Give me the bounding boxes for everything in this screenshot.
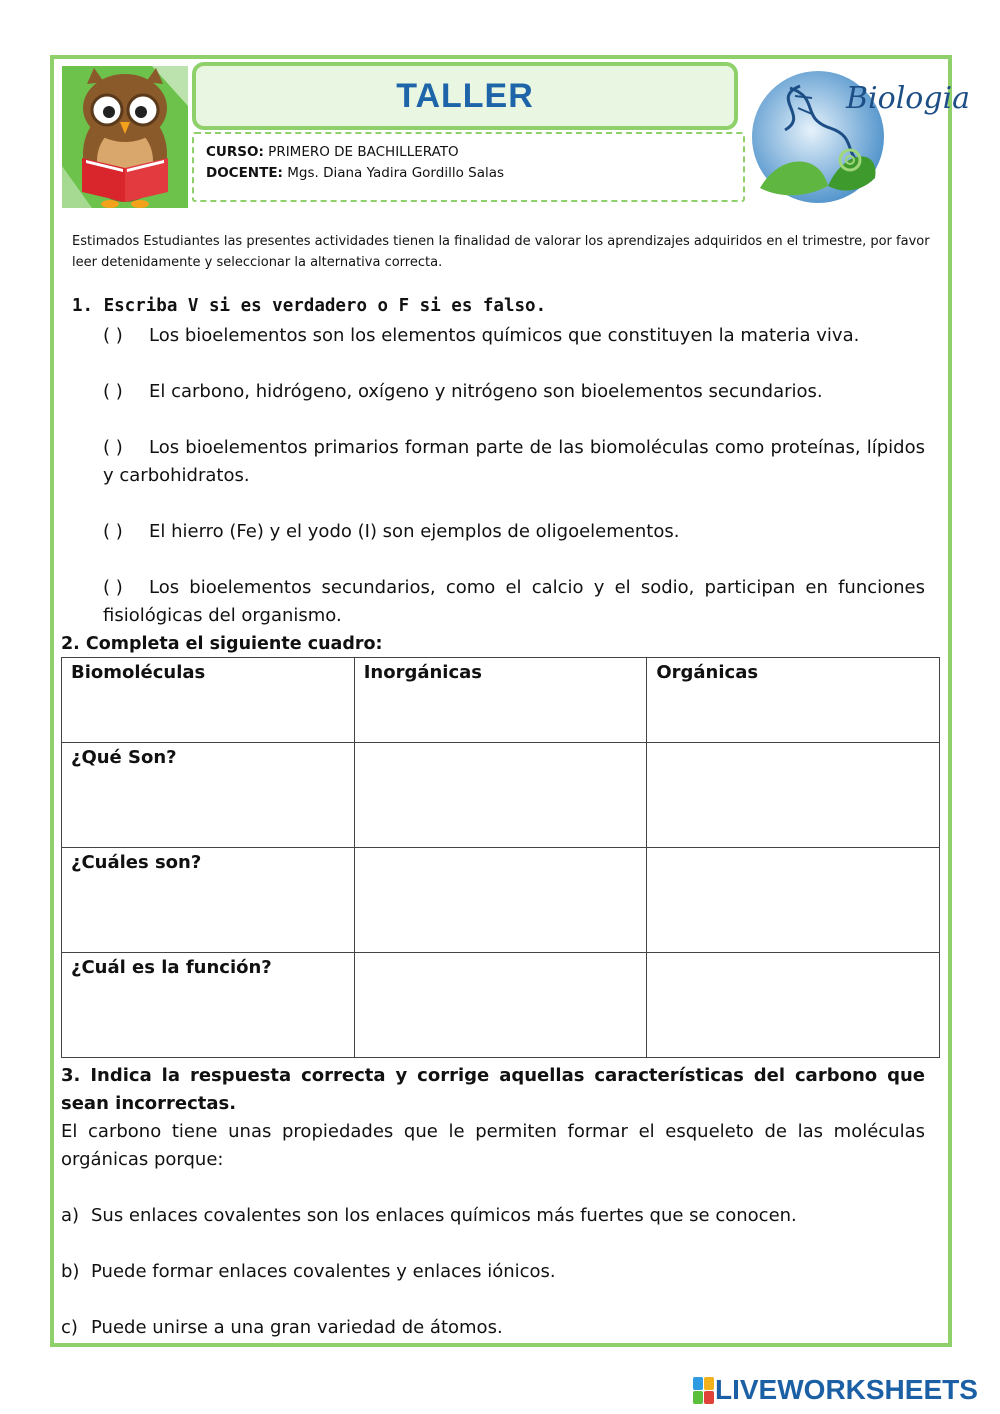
option-letter: b) <box>61 1261 80 1282</box>
answer-cell[interactable] <box>647 848 940 953</box>
page-title: TALLER <box>396 76 534 115</box>
biologia-logo <box>750 68 971 206</box>
option-text: Sus enlaces covalentes son los enlaces químicos más fuertes que se conocen. <box>91 1205 797 1226</box>
q3-statement: El carbono tiene unas propiedades que le permiten formar el esqueleto de las moléculas orgánicas porque: <box>61 1121 925 1170</box>
answer-cell[interactable] <box>354 743 647 848</box>
table-row <box>62 953 940 1058</box>
option-letter: c) <box>61 1317 78 1338</box>
header-cell: Biomoléculas <box>62 658 355 743</box>
q1-list <box>103 322 925 630</box>
answer-blank[interactable]: ( ) <box>103 437 123 458</box>
statement: El carbono, hidrógeno, oxígeno y nitrógeno son bioelementos secundarios. <box>149 381 823 402</box>
docente-line <box>206 163 731 184</box>
curso-line <box>206 142 731 163</box>
answer-cell[interactable] <box>354 848 647 953</box>
statement: Los bioelementos son los elementos químicos que constituyen la materia viva. <box>149 325 860 346</box>
option-c[interactable] <box>61 1314 925 1342</box>
biomolecules-table <box>61 657 940 1058</box>
row-label: ¿Cuál es la función? <box>62 953 355 1058</box>
answer-cell[interactable] <box>647 953 940 1058</box>
q1-item <box>103 434 925 490</box>
answer-blank[interactable]: ( ) <box>103 577 123 598</box>
curso-label: CURSO: <box>206 144 264 160</box>
q1-item <box>103 518 925 546</box>
q2-title: 2. Completa el siguiente cuadro: <box>61 634 383 654</box>
liveworksheets-icon <box>693 1377 713 1403</box>
brand-text: LIVEWORKSHEETS <box>715 1374 978 1405</box>
option-letter: a) <box>61 1205 80 1226</box>
statement: Los bioelementos secundarios, como el calcio y el sodio, participan en funciones fisiológicas del organismo. <box>103 577 925 626</box>
header-cell: Inorgánicas <box>354 658 647 743</box>
title-banner <box>192 62 738 130</box>
option-text: Puede formar enlaces covalentes y enlaces iónicos. <box>91 1261 556 1282</box>
table-row <box>62 848 940 953</box>
statement: Los bioelementos primarios forman parte de las biomoléculas como proteínas, lípidos y carbohidratos. <box>103 437 925 486</box>
docente-value: Mgs. Diana Yadira Gordillo Salas <box>287 165 505 181</box>
owl-reading-icon <box>62 66 188 208</box>
table-row <box>62 658 940 743</box>
docente-label: DOCENTE: <box>206 165 283 181</box>
option-b[interactable] <box>61 1258 925 1286</box>
intro-text: Estimados Estudiantes las presentes actividades tienen la finalidad de valorar los aprendizajes adquiridos en el trimestre, por favor leer detenidamente y seleccionar la alternativa correcta. <box>72 234 930 270</box>
logo-text: Biologia <box>846 81 971 116</box>
statement: El hierro (Fe) y el yodo (I) son ejemplos de oligoelementos. <box>149 521 680 542</box>
answer-blank[interactable]: ( ) <box>103 325 123 346</box>
option-a[interactable] <box>61 1202 925 1230</box>
q3-section <box>61 1062 925 1342</box>
table-row <box>62 743 940 848</box>
q3-title: 3. Indica la respuesta correcta y corrige aquellas características del carbono que sean incorrectas. <box>61 1065 925 1114</box>
answer-cell[interactable] <box>647 743 940 848</box>
q1-title: 1. Escriba V si es verdadero o F si es falso. <box>72 296 547 316</box>
answer-cell[interactable] <box>354 953 647 1058</box>
q1-item <box>103 574 925 630</box>
curso-value: PRIMERO DE BACHILLERATO <box>268 144 459 160</box>
course-info <box>192 132 745 202</box>
q1-item <box>103 378 925 406</box>
header-cell: Orgánicas <box>647 658 940 743</box>
answer-blank[interactable]: ( ) <box>103 521 123 542</box>
option-text: Puede unirse a una gran variedad de átomos. <box>91 1317 503 1338</box>
row-label: ¿Qué Son? <box>62 743 355 848</box>
answer-blank[interactable]: ( ) <box>103 381 123 402</box>
liveworksheets-logo <box>693 1374 978 1406</box>
row-label: ¿Cuáles son? <box>62 848 355 953</box>
q1-item <box>103 322 925 350</box>
